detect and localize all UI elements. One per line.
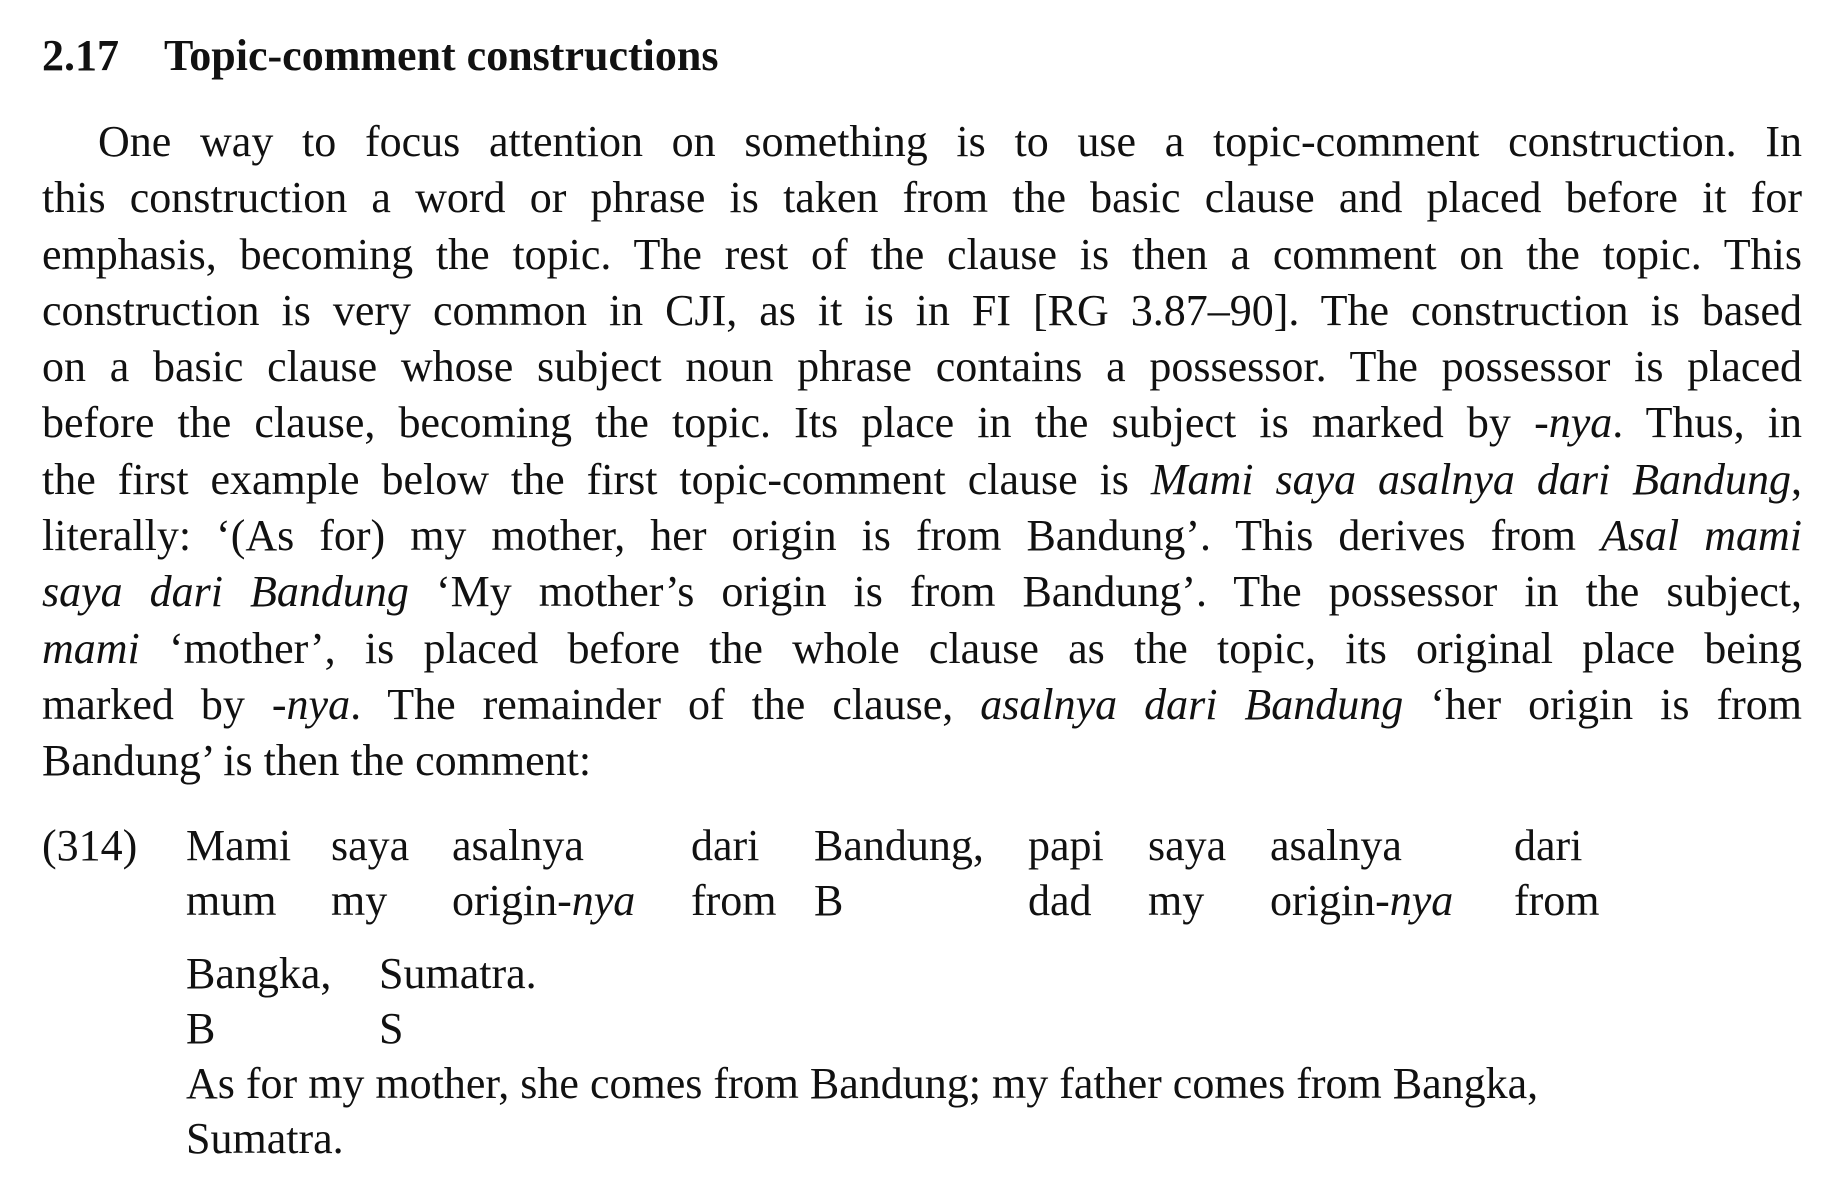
interlinear-example [42, 818, 1802, 1198]
gloss-word [1270, 818, 1453, 928]
text-run: emphasis, becoming the topic. The rest of the clause is then a comment on the topic. This [42, 229, 1802, 279]
italic-term: -nya [1534, 398, 1613, 448]
paragraph-line [42, 227, 1802, 283]
italic-term: -nya [271, 679, 351, 729]
gloss-italic: nya [571, 875, 636, 925]
gloss-text: from [1514, 875, 1600, 925]
gloss-prefix: origin- [1270, 875, 1390, 925]
paragraph-line [42, 170, 1802, 226]
gloss-text: my [1148, 875, 1205, 925]
gloss-text: dad [1028, 875, 1092, 925]
gloss-word [1514, 818, 1600, 928]
source-word: saya [1148, 820, 1227, 870]
source-word: asalnya [452, 820, 584, 870]
source-word: Bangka, [186, 948, 332, 998]
paragraph-line [42, 114, 1802, 170]
text-run: . The remainder of the clause, [350, 679, 981, 729]
text-run: marked by [42, 679, 272, 729]
gloss-word [186, 818, 291, 928]
gloss-text [1270, 873, 1453, 928]
gloss-word [691, 818, 777, 928]
text-run: . Thus, in [1612, 398, 1802, 448]
gloss-word [379, 946, 537, 1056]
gloss-prefix: origin- [452, 875, 572, 925]
free-translation-line-1: As for my mother, she comes from Bandung; my father comes from Bangka, [186, 1058, 1539, 1108]
source-word: Sumatra. [379, 948, 537, 998]
paragraph-line [42, 339, 1802, 395]
document-page [42, 28, 1802, 1198]
italic-term: mami [42, 623, 140, 673]
gloss-text: B [186, 1003, 216, 1053]
gloss-text: B [814, 875, 844, 925]
paragraph-line [42, 564, 1802, 620]
text-run: Bandung’ is then the comment: [42, 736, 592, 786]
text-run: construction is very common in CJI, as it is in FI [RG 3.87–90]. The construction is based [42, 285, 1802, 335]
paragraph-line [42, 452, 1802, 508]
text-run: on a basic clause whose subject noun phrase contains a possessor. The possessor is placed [42, 342, 1802, 392]
section-number: 2.17 [42, 31, 119, 80]
source-word: Bandung, [814, 820, 984, 870]
text-run: ‘mother’, is placed before the whole clause as the topic, its original place being [139, 623, 1802, 673]
paragraph-line [42, 677, 1802, 733]
paragraph-line [42, 508, 1802, 564]
section-title: Topic-comment constructions [164, 31, 719, 80]
gloss-text: mum [186, 875, 277, 925]
text-run: the first example below the first topic-comment clause is [42, 454, 1151, 504]
italic-term: saya dari Bandung [42, 567, 409, 617]
source-word: saya [331, 820, 410, 870]
source-word: papi [1028, 820, 1104, 870]
gloss-word [1148, 818, 1226, 928]
gloss-word [1028, 818, 1104, 928]
gloss-word [186, 946, 331, 1056]
gloss-word [331, 818, 409, 928]
text-run: this construction a word or phrase is taken from the basic clause and placed before it for [42, 173, 1802, 223]
italic-term: asalnya dari Bandung [980, 679, 1404, 729]
gloss-word [814, 818, 984, 928]
text-run: One way to focus attention on something is to use a topic-comment construction. In [98, 117, 1802, 166]
text-run: ‘her origin is from [1403, 679, 1803, 729]
italic-term: Mami saya asalnya dari Bandung [1150, 454, 1791, 504]
section-heading [42, 28, 1802, 84]
gloss-text: S [379, 1003, 404, 1053]
text-run: literally: ‘(As for) my mother, her origin is from Bandung’. This derives from [42, 511, 1601, 561]
source-word: dari [1514, 820, 1583, 870]
gloss-word [452, 818, 635, 928]
gloss-text: from [691, 875, 777, 925]
text-run: ‘My mother’s origin is from Bandung’. The possessor in the subject, [408, 567, 1802, 617]
gloss-text [452, 873, 635, 928]
source-word: asalnya [1270, 820, 1402, 870]
paragraph-line [42, 283, 1802, 339]
source-word: Mami [186, 820, 292, 870]
gloss-text: my [331, 875, 388, 925]
italic-term: Asal mami [1601, 511, 1802, 561]
paragraph-line [42, 733, 1802, 789]
paragraph-line [42, 621, 1802, 677]
text-run: before the clause, becoming the topic. Its place in the subject is marked by [42, 398, 1535, 448]
free-translation-line-2: Sumatra. [186, 1113, 344, 1163]
example-number: (314) [42, 820, 138, 870]
paragraph-line [42, 395, 1802, 451]
body-paragraph [42, 114, 1802, 790]
text-run: , [1791, 454, 1802, 504]
source-word: dari [691, 820, 760, 870]
gloss-italic: nya [1389, 875, 1454, 925]
